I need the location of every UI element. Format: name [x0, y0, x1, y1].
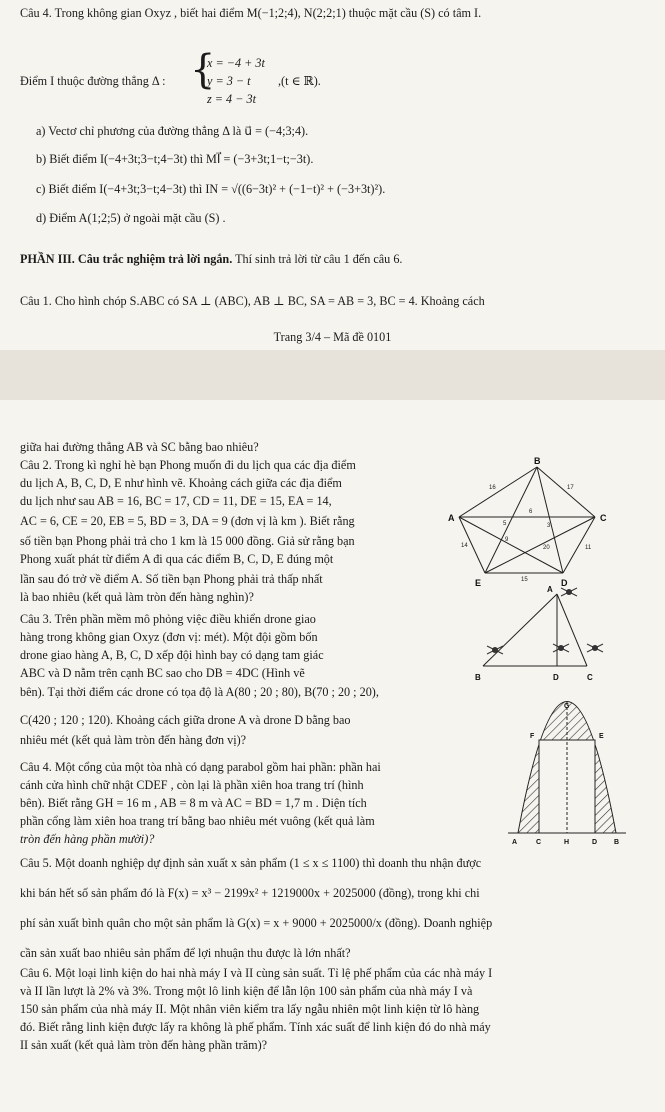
q1-statement: Câu 1. Cho hình chóp S.ABC có SA ⊥ (ABC), AB ⊥ BC, SA = AB = 3, BC = 4. Khoảng cách	[20, 294, 485, 308]
edge-weight: 5	[503, 521, 507, 527]
q4-item-a: a) Vectơ chỉ phương của đường thẳng Δ là u⃗ = (−4;3;4).	[36, 124, 309, 138]
q5-line: cần sản xuất bao nhiêu sản phẩm để lợi nhuận thu được là lớn nhất?	[20, 946, 351, 960]
system-domain: ,(t ∈ ℝ).	[278, 74, 321, 88]
q4b-line: Câu 4. Một cổng của một tòa nhà có dạng parabol gồm hai phần: phần hai	[20, 760, 381, 774]
q6-line: Câu 6. Một loại linh kiện do hai nhà máy I và II cùng sản suất. Tỉ lệ phế phẩm của các nhà máy I	[20, 966, 493, 980]
point-label: B	[614, 839, 620, 846]
point-label: E	[599, 733, 604, 740]
vertex-label: D	[553, 673, 559, 682]
edge-weight: 3	[547, 523, 551, 529]
edge-weight: 14	[461, 543, 468, 549]
edge-weight: 20	[543, 545, 550, 551]
page-gap	[0, 350, 665, 400]
q2-line: Câu 2. Trong kì nghỉ hè bạn Phong muốn đi du lịch qua các địa điểm	[20, 458, 356, 472]
q3-line: bên). Tại thời điểm các drone có tọa độ là A(80 ; 20 ; 80), B(70 ; 20 ; 20),	[20, 685, 379, 699]
point-label: G	[564, 703, 570, 710]
edge-weight: 17	[567, 485, 574, 491]
node-label: C	[600, 513, 607, 523]
page-bottom	[0, 400, 665, 1112]
q4-line2: Điểm I thuộc đường thẳng Δ :	[20, 74, 166, 88]
point-label: F	[530, 733, 535, 740]
q3-line: Câu 3. Trên phần mềm mô phỏng việc điều khiển drone giao	[20, 612, 316, 626]
q5-line: phí sản xuất bình quân cho một sản phẩm là G(x) = x + 9000 + 2025000/x (đồng). Doanh nghiệp	[20, 916, 493, 930]
q4b-line: tròn đến hàng phần mười)?	[20, 832, 155, 846]
point-label: D	[592, 839, 598, 846]
edge-BC	[537, 467, 595, 517]
edge-weight: 11	[585, 545, 592, 551]
part3-instruction: Thí sinh trả lời từ câu 1 đến câu 6.	[235, 252, 403, 266]
q4-item-b: b) Biết điểm I(−4+3t;3−t;4−3t) thì MI⃗ = (−3+3t;1−t;−3t).	[36, 152, 314, 166]
edge-AB	[483, 594, 557, 666]
system-brace: {	[190, 47, 216, 93]
node-label: A	[448, 513, 455, 523]
q2-line: số tiền bạn Phong phải trả cho 1 km là 15 000 đồng. Giả sử rằng bạn	[20, 534, 355, 548]
vertex-label: A	[547, 585, 553, 594]
q2-line: là bao nhiêu (kết quả làm tròn đến hàng nghìn)?	[20, 590, 254, 604]
node-label: D	[561, 578, 568, 588]
edge-EB	[485, 467, 537, 573]
q2-line: du lịch như sau AB = 16, BC = 17, CD = 11, DE = 15, EA = 14,	[20, 494, 332, 508]
q1-continuation: giữa hai đường thẳng AB và SC bằng bao nhiêu?	[20, 440, 259, 454]
drone-icon	[487, 588, 603, 654]
q4b-line: bên). Biết rằng GH = 16 m , AB = 8 m và AC = BD = 1,7 m . Diện tích	[20, 796, 367, 810]
system-eq-y: y = 3 − t	[207, 74, 251, 88]
q4b-line: phần cổng làm xiên hoa trang trí bằng bao nhiêu mét vuông (kết quả làm	[20, 814, 375, 828]
edge-weight: 16	[489, 485, 496, 491]
system-eq-z: z = 4 − 3t	[207, 92, 256, 106]
edge-weight: 15	[521, 577, 528, 583]
q2-line: AC = 6, CE = 20, EB = 5, BD = 3, DA = 9 (đơn vị là km ). Biết rằng	[20, 514, 355, 528]
q6-line: 150 sản phẩm của nhà máy II. Một nhân viên kiểm tra lấy ngẫu nhiên một linh kiện từ lô hàng	[20, 1002, 480, 1016]
q6-line: II sản xuất (kết quả làm tròn đến hàng phần trăm)?	[20, 1038, 268, 1052]
edge-BD	[537, 467, 563, 573]
page-top	[0, 0, 665, 350]
q5-line: Câu 5. Một doanh nghiệp dự định sản xuất x sản phẩm (1 ≤ x ≤ 1100) thì doanh thu nhận được	[20, 856, 482, 870]
page-footer: Trang 3/4 – Mã đề 0101	[273, 330, 392, 344]
q5-line: khi bán hết số sản phẩm đó là F(x) = x³ − 2199x² + 1219000x + 2025000 (đồng), trong khi chi	[20, 886, 480, 900]
q3-line: C(420 ; 120 ; 120). Khoảng cách giữa drone A và drone D bằng bao	[20, 713, 351, 727]
q2-line: lần sau đó trở về điểm A. Số tiền bạn Phong phải trả thấp nhất	[20, 572, 323, 586]
q2-line: Phong xuất phát từ điểm A đi qua các điểm B, C, D, E đúng một	[20, 552, 334, 566]
q6-line: đó. Biết rằng linh kiện được lấy ra không là phế phẩm. Tính xác suất để linh kiện đó do nhà máy	[20, 1020, 491, 1034]
point-label: A	[512, 839, 518, 846]
edge-AB	[459, 467, 537, 517]
part3-title: PHẦN III. Câu trắc nghiệm trả lời ngắn.	[20, 252, 233, 266]
vertex-label: B	[475, 673, 481, 682]
route-graph-figure	[445, 455, 620, 590]
node-label: E	[475, 578, 482, 588]
q3-line: hàng trong không gian Oxyz (đơn vị: mét). Một đội gồm bốn	[20, 630, 318, 644]
part3-heading	[20, 252, 402, 267]
q4-statement: Câu 4. Trong không gian Oxyz , biết hai điểm M(−1;2;4), N(2;2;1) thuộc mặt cầu (S) có tâm I.	[20, 6, 482, 20]
system-eq-x: x = −4 + 3t	[207, 56, 265, 70]
edge-weight: 6	[529, 509, 533, 515]
q3-line: drone giao hàng A, B, C, D xếp đội hình bay có dạng tam giác	[20, 648, 324, 662]
q4-item-d: d) Điểm A(1;2;5) ở ngoài mặt cầu (S) .	[36, 211, 226, 225]
parabolic-gate-figure	[500, 698, 635, 848]
point-label: H	[564, 839, 570, 846]
q4b-line: cánh cửa hình chữ nhật CDEF , còn lại là phần xiên hoa trang trí (hình	[20, 778, 364, 792]
point-label: C	[536, 839, 542, 846]
q6-line: và II lần lượt là 2% và 3%. Trong một lô linh kiện để lẫn lộn 100 sản phẩm của nhà máy I và	[20, 984, 473, 998]
drone-triangle-figure	[465, 580, 635, 695]
vertex-label: C	[587, 673, 593, 682]
q3-line: nhiêu mét (kết quả làm tròn đến hàng đơn vị)?	[20, 733, 247, 747]
q3-line: ABC và D nằm trên cạnh BC sao cho DB = 4DC (Hình vẽ	[20, 666, 305, 680]
q2-line: du lịch A, B, C, D, E như hình vẽ. Khoảng cách giữa các địa điểm	[20, 476, 342, 490]
node-label: B	[534, 456, 541, 466]
edge-AC	[557, 594, 587, 666]
q4-item-c: c) Biết điểm I(−4+3t;3−t;4−3t) thì IN = √((6−3t)² + (−1−t)² + (−3+3t)²).	[36, 182, 386, 196]
edge-weight: 9	[505, 537, 509, 543]
